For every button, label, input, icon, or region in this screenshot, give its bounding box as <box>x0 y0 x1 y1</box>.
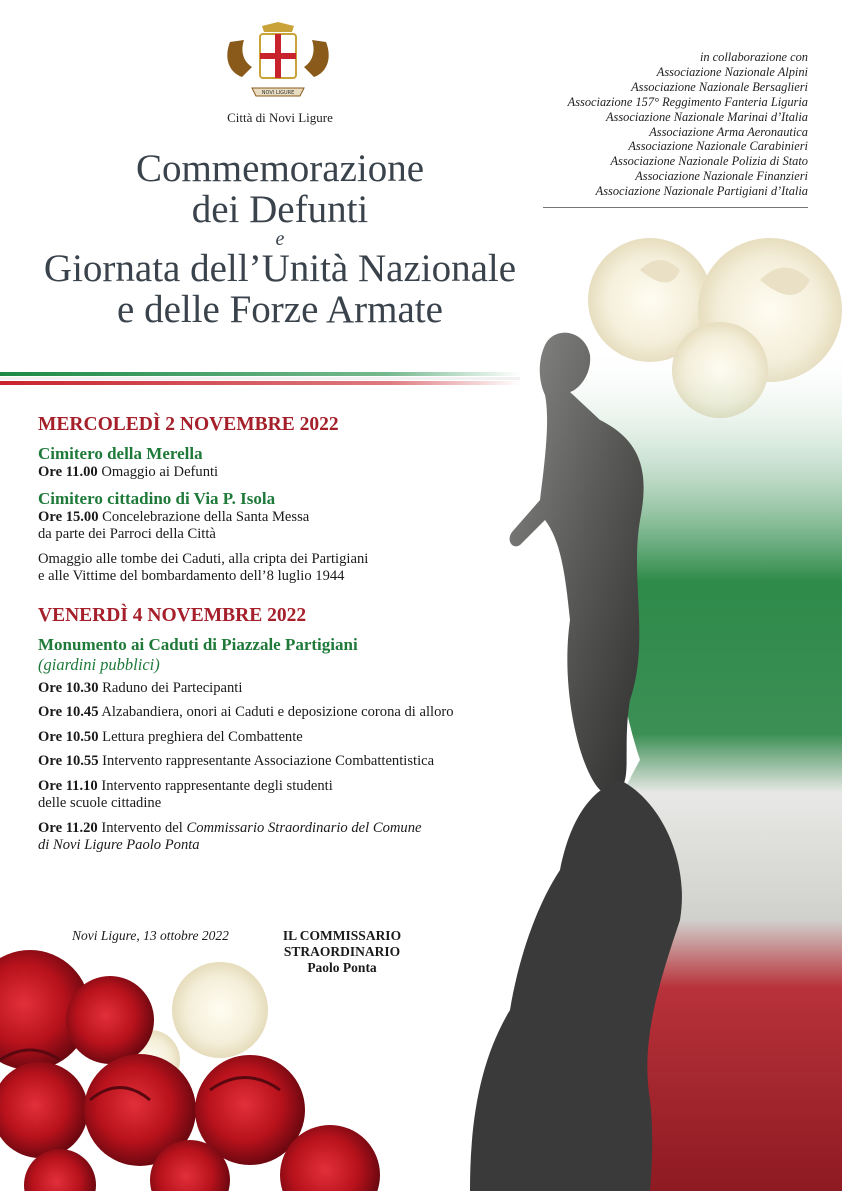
collab-item: Associazione Nazionale Marinai d’Italia <box>605 109 808 124</box>
svg-text:NOVI LIGURE: NOVI LIGURE <box>261 90 295 96</box>
event-item <box>38 464 558 482</box>
signature-line: IL COMMISSARIO <box>282 928 402 943</box>
venue-title: Monumento ai Caduti di Piazzale Partigiani <box>38 634 358 654</box>
collab-divider <box>543 207 808 208</box>
day-heading: MERCOLEDÌ 2 NOVEMBRE 2022 <box>38 414 339 435</box>
event-time: Ore 10.45 <box>38 704 99 720</box>
event-item <box>38 729 558 747</box>
event-item <box>38 680 558 698</box>
event-text-italic: di Novi Ligure Paolo Ponta <box>38 837 200 853</box>
event-item <box>38 704 558 722</box>
place-date: Novi Ligure, 13 ottobre 2022 <box>72 928 229 943</box>
event-item <box>38 820 558 855</box>
event-text: Alzabandiera, onori ai Caduti e deposizione corona di alloro <box>98 704 454 720</box>
tricolore-line <box>0 372 520 385</box>
event-time: Ore 11.10 <box>38 777 98 794</box>
event-text: Lettura preghiera del Combattente <box>98 728 303 745</box>
collab-item: Associazione Nazionale Polizia di Stato <box>610 154 808 169</box>
collab-item: Associazione Nazionale Bersaglieri <box>631 79 808 94</box>
event-text: Raduno dei Partecipanti <box>98 679 243 696</box>
signature-line: STRAORDINARIO <box>283 944 401 959</box>
program <box>38 414 558 862</box>
venue-note: (giardini pubblici) <box>38 654 160 674</box>
day-heading: VENERDÌ 4 NOVEMBRE 2022 <box>38 604 307 626</box>
collab-item: Associazione Nazionale Partigiani d’Italia <box>595 184 808 199</box>
collab-intro: in collaborazione con <box>699 50 808 64</box>
signature-name: Paolo Ponta <box>307 960 377 975</box>
event-text: e alle Vittime del bombardamento dell’8 luglio 1944 <box>38 568 345 584</box>
city-crest-logo <box>222 22 334 108</box>
page-title <box>0 148 560 330</box>
event-text: Omaggio ai Defunti <box>97 464 219 480</box>
event-item <box>38 753 558 771</box>
title-line-2: dei Defunti <box>191 188 369 231</box>
event-item <box>38 509 558 544</box>
event-text: Intervento rappresentante Associazione Combattentistica <box>98 753 435 769</box>
title-line-3: Giornata dell’Unità Nazionale <box>43 247 517 290</box>
event-time: Ore 11.20 <box>38 819 98 836</box>
collab-item: Associazione 157° Reggimento Fanteria Liguria <box>567 94 808 109</box>
event-text: Intervento rappresentante degli studenti <box>97 777 333 794</box>
event-time: Ore 10.30 <box>38 679 99 696</box>
event-text: Omaggio alle tombe dei Caduti, alla cripta dei Partigiani <box>38 550 369 567</box>
venue-title: Cimitero cittadino di Via P. Isola <box>38 488 276 508</box>
collab-item: Associazione Nazionale Carabinieri <box>628 139 808 154</box>
signature-block <box>276 928 408 976</box>
city-name: Città di Novi Ligure <box>227 110 333 125</box>
event-time: Ore 10.55 <box>38 753 99 769</box>
event-item <box>38 778 558 813</box>
event-text: Concelebrazione della Santa Messa <box>98 508 310 525</box>
collab-item: Associazione Arma Aeronautica <box>649 124 808 139</box>
event-time: Ore 10.50 <box>38 728 99 745</box>
event-text: delle scuole cittadine <box>38 795 162 811</box>
event-item <box>38 551 558 586</box>
event-time: Ore 11.00 <box>38 464 98 480</box>
event-text: da parte dei Parroci della Città <box>38 526 216 542</box>
venue-title: Cimitero della Merella <box>38 444 203 463</box>
collab-item: Associazione Nazionale Finanzieri <box>635 169 808 184</box>
event-time: Ore 15.00 <box>38 508 99 525</box>
event-text-italic: Commissario Straordinario del Comune <box>186 819 422 836</box>
title-line-1: Commemorazione <box>135 147 425 190</box>
event-text: Intervento del <box>97 819 187 836</box>
title-line-4: e delle Forze Armate <box>117 288 443 331</box>
collab-item: Associazione Nazionale Alpini <box>656 64 808 79</box>
title-conjunction: e <box>275 228 285 250</box>
